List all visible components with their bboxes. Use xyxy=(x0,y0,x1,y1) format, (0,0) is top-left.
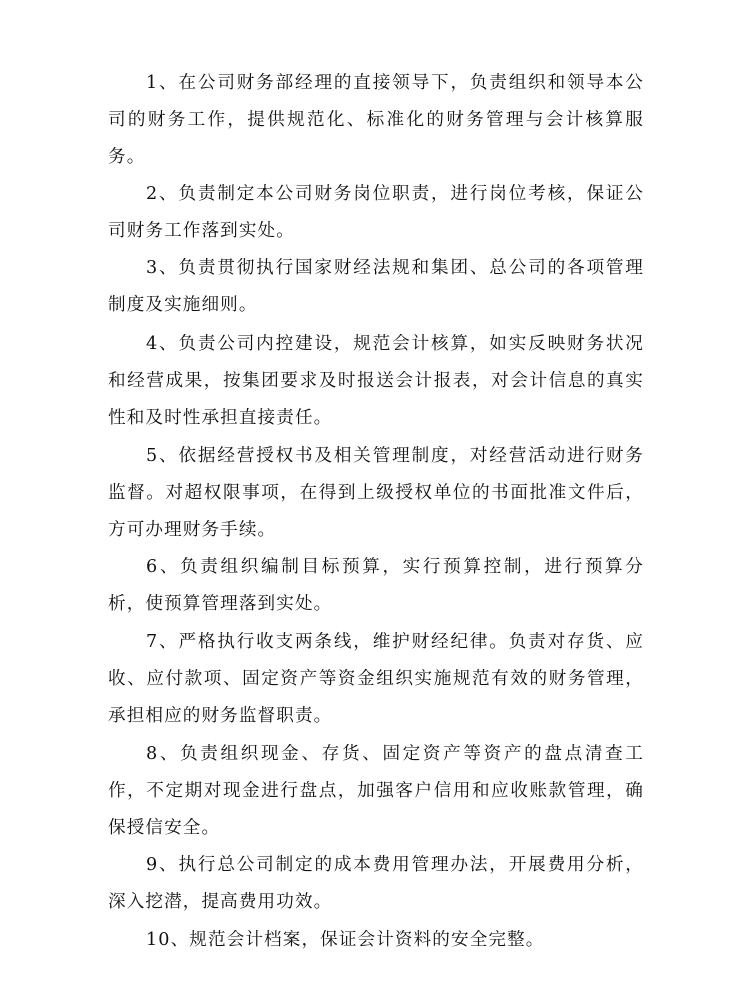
paragraph-5: 5、依据经营授权书及相关管理制度，对经营活动进行财务监督。对超权限事项，在得到上级授权单位的书面批准文件后，方可办理财务手续。 xyxy=(108,445,644,540)
paragraph-8: 8、负责组织现金、存货、固定资产等资产的盘点清查工作，不定期对现金进行盘点，加强客户信用和应收账款管理，确保授信安全。 xyxy=(108,743,644,838)
paragraph-6: 6、负责组织编制目标预算，实行预算控制，进行预算分析，使预算管理落到实处。 xyxy=(108,556,644,614)
paragraph-10: 10、规范会计档案，保证会计资料的安全完整。 xyxy=(146,929,545,950)
paragraph-2: 2、负责制定本公司财务岗位职责，进行岗位考核，保证公司财务工作落到实处。 xyxy=(108,183,644,241)
paragraph-9: 9、执行总公司制定的成本费用管理办法，开展费用分析，深入挖潜，提高费用功效。 xyxy=(108,854,644,912)
paragraph-3: 3、负责贯彻执行国家财经法规和集团、总公司的各项管理制度及实施细则。 xyxy=(108,257,644,315)
paragraph-7: 7、严格执行收支两条线，维护财经纪律。负责对存货、应收、应付款项、固定资产等资金组织实施规范有效的财务管理，承担相应的财务监督职责。 xyxy=(108,631,644,726)
paragraph-1: 1、在公司财务部经理的直接领导下，负责组织和领导本公司的财务工作，提供规范化、标准化的财务管理与会计核算服务。 xyxy=(108,72,644,167)
paragraph-4: 4、负责公司内控建设，规范会计核算，如实反映财务状况和经营成果，按集团要求及时报送会计报表，对会计信息的真实性和及时性承担直接责任。 xyxy=(108,333,644,428)
